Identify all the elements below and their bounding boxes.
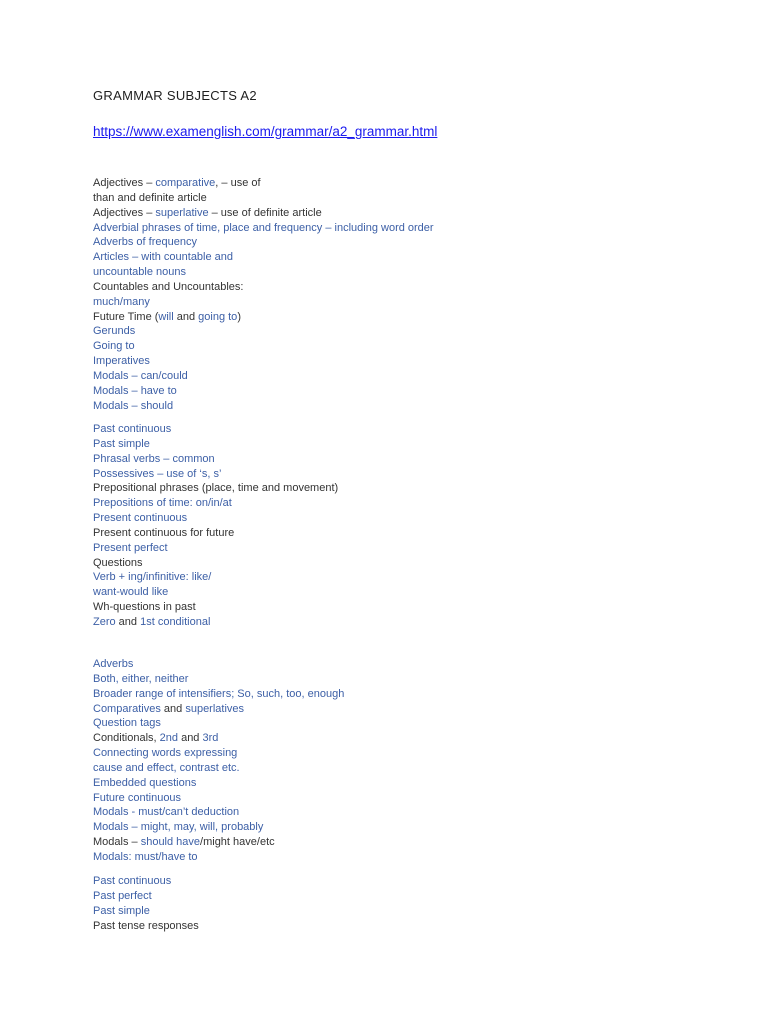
topic-link-text[interactable]: will xyxy=(158,310,174,323)
topic-link-text[interactable]: cause and effect, contrast etc. xyxy=(93,761,240,774)
topic-line xyxy=(93,835,693,850)
topic-link-text[interactable]: Modals – should xyxy=(93,399,174,412)
topic-line xyxy=(93,526,693,541)
topic-link-text[interactable]: Connecting words expressing xyxy=(93,747,238,760)
topic-text: – use of definite article xyxy=(208,206,322,219)
topic-link-text[interactable]: Present perfect xyxy=(93,541,168,554)
topic-line xyxy=(93,280,693,295)
topic-list-3 xyxy=(93,657,693,865)
topic-text: Present continuous for future xyxy=(93,526,235,539)
topic-text: Adjectives – xyxy=(93,177,156,189)
topic-line xyxy=(93,556,693,571)
topic-text: Future Time ( xyxy=(93,310,159,323)
topic-line xyxy=(93,191,693,206)
topic-link-text[interactable]: Past simple xyxy=(93,437,150,450)
topic-link-text[interactable]: Comparatives xyxy=(93,702,161,715)
topic-line xyxy=(93,585,693,600)
topic-link-text[interactable]: comparative xyxy=(155,177,216,189)
topic-line xyxy=(93,324,693,339)
topic-line xyxy=(93,570,693,585)
topic-list-1 xyxy=(93,176,693,414)
topic-line xyxy=(93,805,693,820)
topic-link-text[interactable]: superlatives xyxy=(185,702,245,715)
topic-line xyxy=(93,541,693,556)
topic-line xyxy=(93,600,693,615)
topic-line xyxy=(93,399,693,414)
topic-line xyxy=(93,657,693,672)
topic-line xyxy=(93,354,693,369)
topic-line xyxy=(93,761,693,776)
topic-link-text[interactable]: superlative xyxy=(155,206,209,219)
topic-text: and xyxy=(173,310,199,323)
topic-line xyxy=(93,746,693,761)
topic-line xyxy=(93,919,693,934)
topic-text: and xyxy=(178,732,203,745)
topic-line xyxy=(93,369,693,384)
topic-line xyxy=(93,176,693,191)
topic-text: Past tense responses xyxy=(93,919,199,932)
topic-link-text[interactable]: 1st conditional xyxy=(140,615,211,628)
topic-link-text[interactable]: Past perfect xyxy=(93,889,152,902)
topic-text: Adjectives – xyxy=(93,206,156,219)
topic-list-2 xyxy=(93,422,693,630)
topic-link-text[interactable]: Both, either, neither xyxy=(93,672,189,685)
topic-link-text[interactable]: 3rd xyxy=(202,732,219,745)
topic-line xyxy=(93,702,693,717)
topic-line xyxy=(93,687,693,702)
topic-link-text[interactable]: Modals: must/have to xyxy=(93,850,198,863)
topic-link-text[interactable]: Modals – have to xyxy=(93,384,177,397)
topic-line xyxy=(93,339,693,354)
topic-link-text[interactable]: Question tags xyxy=(93,717,161,730)
grammar-link[interactable]: https://www.examenglish.com/grammar/a2_grammar.html xyxy=(93,124,438,139)
topic-link-text[interactable]: Modals - must/can’t deduction xyxy=(93,806,240,819)
topic-text: than and definite article xyxy=(93,191,207,204)
topic-line xyxy=(93,437,693,452)
topic-line xyxy=(93,206,693,221)
topic-text: and xyxy=(160,702,186,715)
topic-line xyxy=(93,615,693,630)
topic-text: and xyxy=(115,615,141,628)
topic-line xyxy=(93,776,693,791)
topic-link-text[interactable]: uncountable nouns xyxy=(93,266,186,279)
topic-line xyxy=(93,467,693,482)
topic-link-text[interactable]: Modals – can/could xyxy=(93,369,188,382)
topic-line xyxy=(93,481,693,496)
topic-link-text[interactable]: much/many xyxy=(93,295,150,308)
topic-line xyxy=(93,731,693,746)
topic-text: Wh-questions in past xyxy=(93,601,196,614)
topic-line xyxy=(93,889,693,904)
topic-line xyxy=(93,511,693,526)
topic-link-text[interactable]: Adverbial phrases of time, place and frequency – including word order xyxy=(93,221,434,234)
topic-link-text[interactable]: Past continuous xyxy=(93,875,172,887)
topic-line xyxy=(93,716,693,731)
topic-line xyxy=(93,265,693,280)
topic-link-text[interactable]: Modals – might, may, will, probably xyxy=(93,821,264,834)
topic-line xyxy=(93,820,693,835)
topic-link-text[interactable]: Present continuous xyxy=(93,512,188,525)
topic-line xyxy=(93,452,693,467)
topic-link-text[interactable]: should have xyxy=(140,836,201,849)
topic-link-text[interactable]: Possessives – use of ‘s, s’ xyxy=(93,467,222,480)
topic-link-text[interactable]: Going to xyxy=(93,340,135,353)
topic-link-text[interactable]: Future continuous xyxy=(93,791,182,804)
topic-link-text[interactable]: Broader range of intensifiers; So, such, too, enough xyxy=(93,687,345,700)
topic-line xyxy=(93,295,693,310)
topic-list-4 xyxy=(93,874,693,933)
topic-link-text[interactable]: Verb + ing/infinitive: like/ xyxy=(93,571,212,584)
topic-line xyxy=(93,791,693,806)
topic-link-text[interactable]: Past continuous xyxy=(93,423,172,435)
topic-link-text[interactable]: Imperatives xyxy=(93,355,150,368)
topic-link-text[interactable]: Prepositions of time: on/in/at xyxy=(93,497,232,510)
topic-line xyxy=(93,672,693,687)
topic-link-text[interactable]: Gerunds xyxy=(93,325,136,338)
topic-text: Questions xyxy=(93,556,143,569)
topic-text: , – use of xyxy=(215,177,261,189)
topic-text: Countables and Uncountables: xyxy=(93,280,244,293)
topic-link-text[interactable]: want-would like xyxy=(93,586,169,599)
topic-line xyxy=(93,310,693,325)
topic-link-text[interactable]: 2nd xyxy=(159,732,179,745)
topic-link-text[interactable]: Past simple xyxy=(93,904,150,917)
topic-text: Conditionals, xyxy=(93,732,160,745)
topic-link-text[interactable]: Embedded questions xyxy=(93,776,197,789)
topic-line xyxy=(93,422,693,437)
topic-link-text[interactable]: Adverbs of frequency xyxy=(93,236,197,249)
topic-text: /might have/etc xyxy=(200,836,275,849)
topic-line xyxy=(93,496,693,511)
topic-text: ) xyxy=(237,310,241,323)
topic-line xyxy=(93,850,693,865)
document-title: GRAMMAR SUBJECTS A2 xyxy=(93,88,257,103)
topic-line xyxy=(93,904,693,919)
topic-line xyxy=(93,874,693,889)
topic-text: Prepositional phrases (place, time and movement) xyxy=(93,482,339,495)
topic-text: Modals – xyxy=(93,836,141,849)
topic-line xyxy=(93,221,693,236)
topic-link-text[interactable]: going to xyxy=(198,310,238,323)
topic-line xyxy=(93,384,693,399)
topic-line xyxy=(93,250,693,265)
topic-link-text[interactable]: Adverbs xyxy=(93,658,134,670)
topic-link-text[interactable]: Phrasal verbs – common xyxy=(93,452,215,465)
topic-link-text[interactable]: Zero xyxy=(93,615,116,628)
topic-link-text[interactable]: Articles – with countable and xyxy=(93,251,234,264)
topic-line xyxy=(93,235,693,250)
